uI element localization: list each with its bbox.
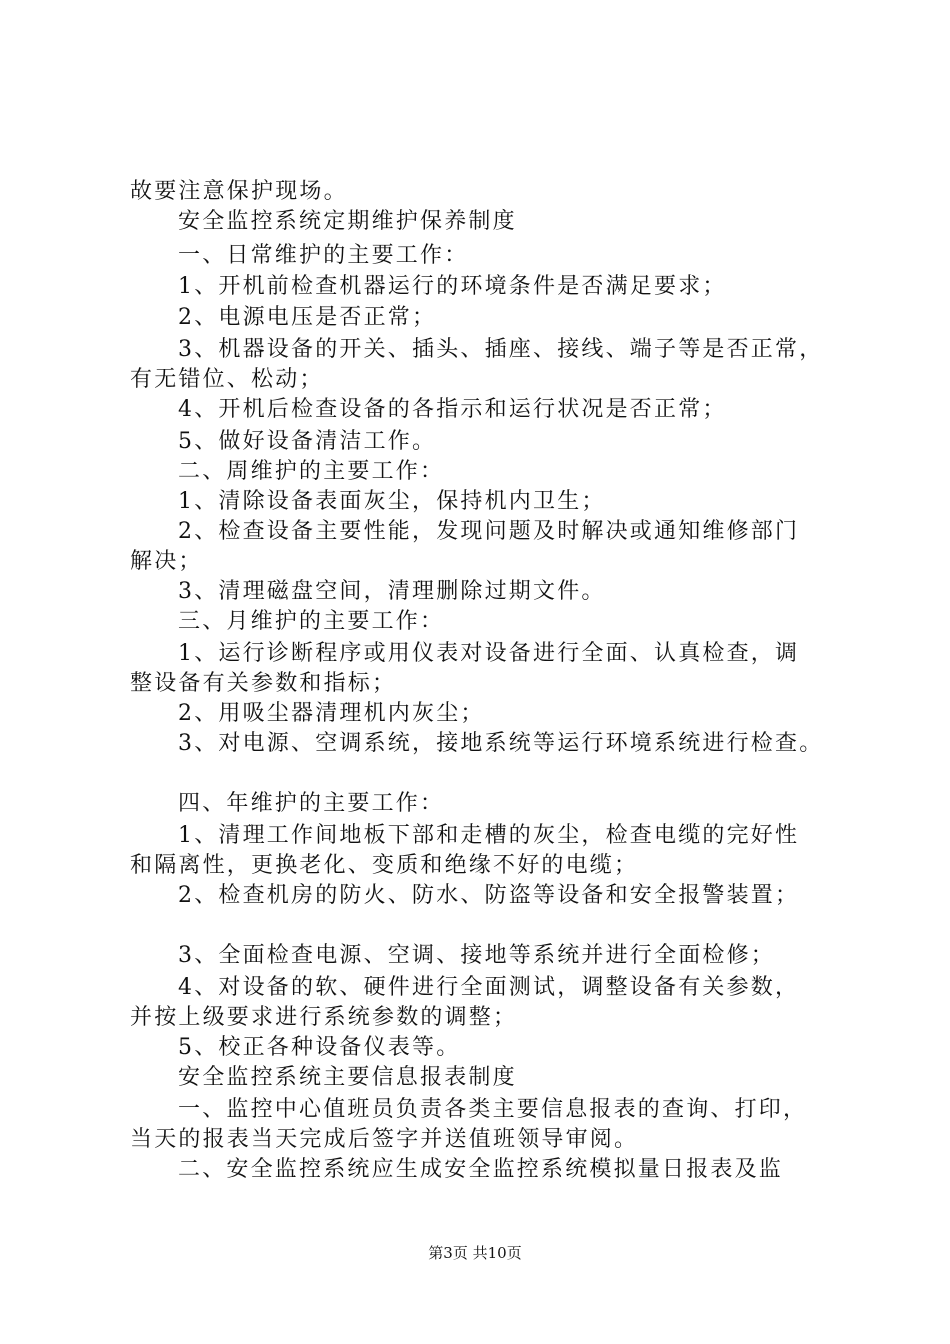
list-item: 3、对电源、空调系统，接地系统等运行环境系统进行检查。 xyxy=(178,731,824,756)
list-item: 5、校正各种设备仪表等。 xyxy=(178,1035,461,1060)
list-item: 2、检查机房的防火、防水、防盗等设备和安全报警装置； xyxy=(178,883,800,908)
page-footer: 第3页 共10页 xyxy=(428,1244,522,1262)
subsection-heading: 二、周维护的主要工作： xyxy=(178,459,445,484)
subsection-heading: 四、年维护的主要工作： xyxy=(178,791,445,816)
text-line: 故要注意保护现场。 xyxy=(130,179,348,204)
list-item: 2、检查设备主要性能，发现问题及时解决或通知维修部门 xyxy=(178,519,800,544)
list-item: 3、清理磁盘空间，清理删除过期文件。 xyxy=(178,579,606,604)
list-item: 4、对设备的软、硬件进行全面测试，调整设备有关参数， xyxy=(178,975,800,1000)
text-line: 当天的报表当天完成后签字并送值班领导审阅。 xyxy=(130,1127,639,1152)
list-item: 1、开机前检查机器运行的环境条件是否满足要求； xyxy=(178,274,727,299)
text-line: 整设备有关参数和指标； xyxy=(130,671,397,696)
text-line: 解决； xyxy=(130,549,203,574)
subsection-heading: 三、月维护的主要工作： xyxy=(178,609,445,634)
list-item: 2、用吸尘器清理机内灰尘； xyxy=(178,701,485,726)
section-heading: 安全监控系统定期维护保养制度 xyxy=(178,209,517,234)
text-line: 有无错位、松动； xyxy=(130,367,324,392)
list-item: 5、做好设备清洁工作。 xyxy=(178,429,437,454)
list-item: 2、电源电压是否正常； xyxy=(178,305,437,330)
text-line: 和隔离性，更换老化、变质和绝缘不好的电缆； xyxy=(130,853,639,878)
list-item: 1、运行诊断程序或用仪表对设备进行全面、认真检查，调 xyxy=(178,641,800,666)
list-item: 4、开机后检查设备的各指示和运行状况是否正常； xyxy=(178,397,727,422)
list-item: 1、清除设备表面灰尘，保持机内卫生； xyxy=(178,489,606,514)
subsection-heading: 一、日常维护的主要工作： xyxy=(178,243,469,268)
list-item: 二、安全监控系统应生成安全监控系统模拟量日报表及监 xyxy=(178,1157,784,1182)
list-item: 3、机器设备的开关、插头、插座、接线、端子等是否正常， xyxy=(178,337,824,362)
list-item: 3、全面检查电源、空调、接地等系统并进行全面检修； xyxy=(178,943,775,968)
section-heading: 安全监控系统主要信息报表制度 xyxy=(178,1065,517,1090)
list-item: 一、监控中心值班员负责各类主要信息报表的查询、打印， xyxy=(178,1097,808,1122)
text-line: 并按上级要求进行系统参数的调整； xyxy=(130,1005,518,1030)
list-item: 1、清理工作间地板下部和走槽的灰尘，检查电缆的完好性 xyxy=(178,823,800,848)
